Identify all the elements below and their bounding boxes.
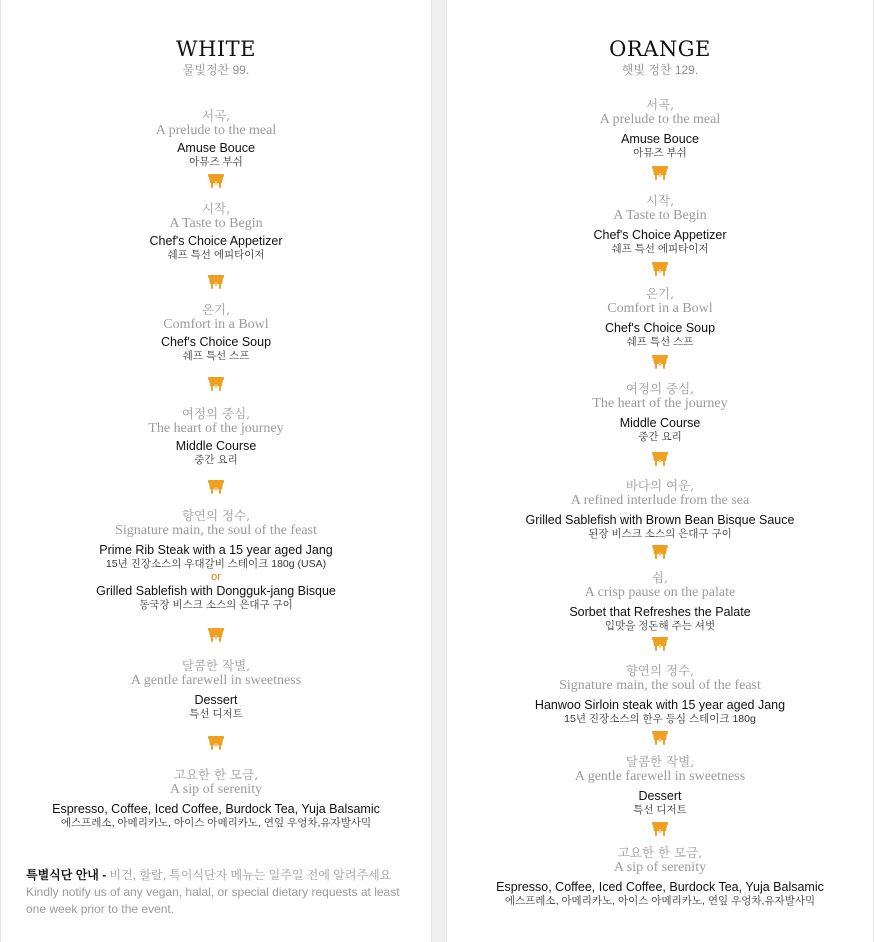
dish-name-kr: 아뮤즈 부쉬 bbox=[189, 156, 243, 168]
dripping-bowl-icon bbox=[1, 628, 431, 644]
course-block bbox=[1, 767, 431, 830]
course-eng: A prelude to the meal bbox=[155, 123, 277, 138]
course-kor: 달콤한 작별, bbox=[181, 658, 251, 673]
course-eng: A sip of serenity bbox=[169, 782, 263, 797]
course-block bbox=[447, 845, 873, 908]
menu-header-white bbox=[1, 36, 431, 78]
dripping-bowl-icon bbox=[1, 377, 431, 393]
course-eng: A sip of serenity bbox=[613, 860, 707, 875]
menu-title: ORANGE bbox=[609, 37, 711, 61]
course-eng: A gentle farewell in sweetness bbox=[130, 673, 302, 688]
dripping-bowl-icon bbox=[447, 262, 873, 278]
dish-name: Sorbet that Refreshes the Palate bbox=[569, 605, 751, 619]
notice-title: 특별식단 안내 - bbox=[26, 868, 107, 882]
course-block bbox=[1, 201, 431, 262]
dripping-bowl-icon bbox=[1, 480, 431, 496]
dish-name-kr: 특선 디저트 bbox=[189, 708, 243, 720]
course-block bbox=[447, 97, 873, 160]
dish-name-kr: 중간 요리 bbox=[638, 431, 682, 443]
dish-name: Espresso, Coffee, Iced Coffee, Burdock Tea, Yuja Balsamic bbox=[496, 880, 824, 894]
dish-name: Chef's Choice Soup bbox=[604, 321, 716, 335]
dish-name-kr: 아뮤즈 부쉬 bbox=[633, 147, 687, 159]
course-block bbox=[447, 381, 873, 444]
course-kor: 달콤한 작별, bbox=[625, 754, 695, 769]
dripping-bowl-icon bbox=[1, 275, 431, 291]
dish-name-kr: 중간 요리 bbox=[194, 454, 238, 466]
course-eng: Signature main, the soul of the feast bbox=[115, 523, 317, 538]
course-kor: 온기, bbox=[201, 302, 231, 317]
course-block bbox=[1, 406, 431, 467]
menu-price: 햇빛 정찬 129. bbox=[621, 63, 699, 77]
dish-name: Grilled Sablefish with Brown Bean Bisque Sauce bbox=[525, 513, 795, 527]
dish-name-kr: 15년 진장소스의 우대갈비 스테이크 180g (USA) bbox=[105, 558, 327, 570]
dish-name: Amuse Bouce bbox=[621, 132, 699, 146]
dripping-bowl-icon bbox=[1, 736, 431, 752]
dish-name-alt-kr: 동국장 비스크 소스의 은대구 구이 bbox=[139, 599, 293, 611]
dish-name: Amuse Bouce bbox=[177, 141, 255, 155]
course-eng: A Taste to Begin bbox=[613, 208, 707, 223]
course-eng: A prelude to the meal bbox=[599, 112, 721, 127]
course-block bbox=[447, 478, 873, 541]
dripping-bowl-icon bbox=[1, 174, 431, 190]
course-eng: Signature main, the soul of the feast bbox=[559, 678, 761, 693]
menu-price: 물빛정찬 99. bbox=[182, 63, 250, 77]
course-block bbox=[447, 754, 873, 817]
dish-name-kr: 쉐프 특선 스프 bbox=[626, 336, 694, 348]
course-block bbox=[1, 302, 431, 363]
dish-name-kr: 된장 비스크 소스의 은대구 구이 bbox=[588, 528, 732, 540]
dietary-notice bbox=[26, 867, 416, 918]
course-kor: 향연의 정수, bbox=[181, 508, 251, 523]
course-block bbox=[1, 108, 431, 169]
course-block bbox=[447, 193, 873, 256]
dish-name: Dessert bbox=[194, 693, 238, 707]
dish-name-kr: 특선 디저트 bbox=[633, 804, 687, 816]
dish-name: Middle Course bbox=[175, 439, 257, 453]
course-eng: A refined interlude from the sea bbox=[570, 493, 750, 508]
dripping-bowl-icon bbox=[447, 166, 873, 182]
course-kor: 바다의 여운, bbox=[625, 478, 695, 493]
course-kor: 서곡, bbox=[645, 97, 675, 112]
menu-title: WHITE bbox=[175, 37, 257, 61]
dish-name-kr: 쉐프 특선 에피타이저 bbox=[167, 249, 265, 261]
dish-name: Middle Course bbox=[619, 416, 701, 430]
course-eng: The heart of the journey bbox=[592, 396, 728, 411]
course-block bbox=[447, 663, 873, 726]
dish-name: Prime Rib Steak with a 15 year aged Jang bbox=[99, 543, 333, 557]
dish-name-kr: 쉐프 특선 스프 bbox=[182, 350, 250, 362]
menu-card-white bbox=[0, 0, 432, 942]
dish-name-kr: 에스프레소, 아메리카노, 아이스 아메리카노, 연잎 우엉차,유자발사믹 bbox=[60, 817, 372, 829]
dish-name-kr: 입맛을 정돈해 주는 셔벗 bbox=[604, 620, 716, 632]
dish-name: Espresso, Coffee, Iced Coffee, Burdock Tea, Yuja Balsamic bbox=[52, 802, 380, 816]
dripping-bowl-icon bbox=[447, 355, 873, 371]
notice-en: Kindly notify us of any vegan, halal, or special dietary requests at least one week prior to the event. bbox=[26, 885, 400, 916]
course-block-main bbox=[1, 508, 431, 612]
course-eng: A gentle farewell in sweetness bbox=[574, 769, 746, 784]
course-eng: Comfort in a Bowl bbox=[607, 301, 713, 316]
course-kor: 향연의 정수, bbox=[625, 663, 695, 678]
course-kor: 온기, bbox=[645, 286, 675, 301]
course-block bbox=[447, 570, 873, 633]
course-kor: 시작, bbox=[201, 201, 231, 216]
dish-name: Chef's Choice Soup bbox=[160, 335, 272, 349]
dripping-bowl-icon bbox=[447, 452, 873, 468]
dish-name-kr: 에스프레소, 아메리카노, 아이스 아메리카노, 연잎 우엉차,유자발사믹 bbox=[504, 895, 816, 907]
dish-name-kr: 쉐프 특선 에피타이저 bbox=[611, 243, 709, 255]
course-kor: 쉼, bbox=[651, 570, 669, 585]
course-eng: Comfort in a Bowl bbox=[163, 317, 269, 332]
notice-kr: 비건, 할랄, 특이식단자 메뉴는 일주일 전에 알려주세요 bbox=[106, 868, 392, 882]
course-block bbox=[1, 658, 431, 721]
course-eng: The heart of the journey bbox=[148, 421, 284, 436]
dripping-bowl-icon bbox=[447, 637, 873, 653]
dish-name-kr: 15년 진장소스의 한우 등심 스테이크 180g bbox=[564, 713, 756, 725]
dish-name: Chef's Choice Appetizer bbox=[149, 234, 283, 248]
menu-header-orange bbox=[447, 36, 873, 78]
course-kor: 여정의 중심, bbox=[181, 406, 251, 421]
dish-name: Dessert bbox=[638, 789, 682, 803]
course-kor: 시작, bbox=[645, 193, 675, 208]
course-eng: A Taste to Begin bbox=[169, 216, 263, 231]
course-kor: 서곡, bbox=[201, 108, 231, 123]
dripping-bowl-icon bbox=[447, 822, 873, 838]
course-eng: A crisp pause on the palate bbox=[584, 585, 736, 600]
course-block bbox=[447, 286, 873, 349]
course-kor: 고요한 한 모금, bbox=[173, 767, 259, 782]
dish-name: Chef's Choice Appetizer bbox=[593, 228, 727, 242]
or-separator: or bbox=[211, 571, 221, 583]
dish-name: Hanwoo Sirloin steak with 15 year aged Jang bbox=[534, 698, 786, 712]
dish-name-alt: Grilled Sablefish with Dongguk-jang Bisque bbox=[96, 584, 336, 598]
course-kor: 고요한 한 모금, bbox=[617, 845, 703, 860]
dripping-bowl-icon bbox=[447, 731, 873, 747]
course-kor: 여정의 중심, bbox=[625, 381, 695, 396]
menu-card-orange bbox=[446, 0, 874, 942]
dripping-bowl-icon bbox=[447, 545, 873, 561]
